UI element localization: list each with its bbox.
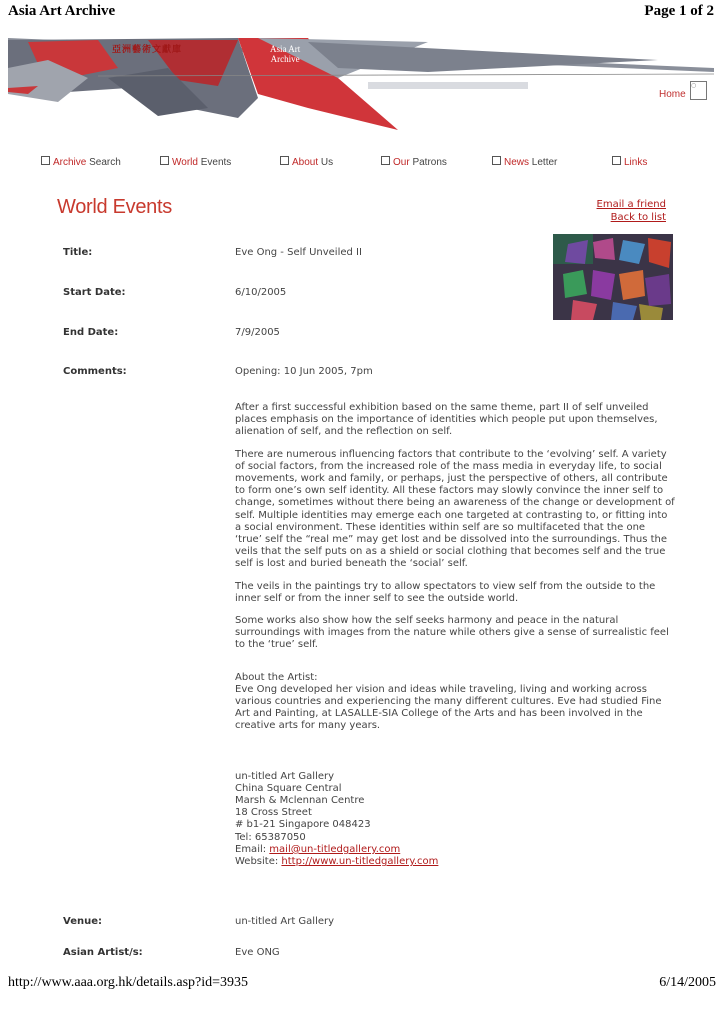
gallery-name: un-titled Art Gallery	[235, 770, 335, 782]
start-date-value: 6/10/2005	[235, 287, 287, 298]
gallery-address-line: 18 Cross Street	[235, 807, 312, 819]
checkbox-icon	[612, 156, 621, 165]
main-nav	[0, 156, 724, 172]
nav-label-red: Archive	[53, 157, 87, 168]
gallery-address-line: China Square Central	[235, 782, 342, 794]
venue-value: un-titled Art Gallery	[235, 916, 335, 927]
logo-english[interactable]	[270, 44, 300, 64]
gallery-email-label: Email:	[235, 843, 270, 855]
opening-text: Opening: 10 Jun 2005, 7pm	[235, 366, 373, 377]
nav-world-events[interactable]	[160, 156, 231, 168]
gallery-address-line: # b1-21 Singapore 048423	[235, 819, 371, 831]
home-icon[interactable]: ○	[690, 81, 707, 100]
checkbox-icon	[381, 156, 390, 165]
print-footer-date: 6/14/2005	[659, 975, 716, 990]
nav-our-patrons[interactable]	[381, 156, 447, 168]
nav-label-red: News	[504, 157, 530, 168]
nav-label-red: About	[292, 157, 319, 168]
description-paragraph: Some works also show how the self seeks harmony and peace in the natural surroundings with images from the nature while others give a sense of surrealistic feel to the ‘true’ self.	[235, 615, 669, 651]
title-label: Title:	[63, 247, 93, 258]
page-actions	[597, 198, 666, 224]
event-description	[235, 402, 675, 868]
nav-label-red: World	[172, 157, 198, 168]
back-to-list-link[interactable]: Back to list	[610, 212, 666, 223]
nav-label: Events	[197, 157, 232, 168]
event-thumbnail-image	[553, 234, 673, 320]
home-link[interactable]: Home	[659, 89, 686, 100]
about-artist-text: Eve Ong developed her vision and ideas while traveling, living and working across various countries and experiencing the many different cultures. Eve had studied Fine Art and Painting, at LASALLE-SIA College of the Arts and has been involved in the creative arts for many years.	[235, 683, 662, 732]
comments-label: Comments:	[63, 366, 127, 377]
nav-news-letter[interactable]	[492, 156, 557, 168]
gallery-website-link[interactable]: http://www.un-titledgallery.com	[281, 856, 439, 868]
logo-line-1: Asia Art	[270, 44, 301, 54]
nav-label: Patrons	[409, 157, 447, 168]
nav-label-red: Our	[393, 157, 410, 168]
nav-label: Search	[86, 157, 121, 168]
title-value: Eve Ong - Self Unveiled II	[235, 247, 362, 258]
checkbox-icon	[492, 156, 501, 165]
logo-line-2: Archive	[270, 54, 300, 64]
checkbox-icon	[41, 156, 50, 165]
print-footer-url: http://www.aaa.org.hk/details.asp?id=3935	[8, 975, 249, 990]
page-title: World Events	[57, 196, 172, 218]
email-friend-link[interactable]: Email a friend	[596, 199, 666, 210]
venue-label: Venue:	[63, 916, 102, 927]
checkbox-icon	[280, 156, 289, 165]
gallery-email-link[interactable]: mail@un-titledgallery.com	[269, 843, 401, 855]
nav-label-red: Links	[624, 157, 648, 168]
asian-artist-label: Asian Artist/s:	[63, 947, 143, 958]
gallery-address	[235, 771, 675, 869]
about-artist-heading: About the Artist:	[235, 671, 318, 683]
asian-artist-value: Eve ONG	[235, 947, 280, 958]
nav-about-us[interactable]	[280, 156, 333, 168]
logo-chinese: 亞洲藝術文獻庫	[112, 45, 183, 55]
print-header-title: Asia Art Archive	[8, 3, 116, 19]
nav-links[interactable]	[612, 156, 647, 168]
description-paragraph: The veils in the paintings try to allow spectators to view self from the outside to the inner self or from the inner self to see the outside world.	[235, 580, 656, 604]
gallery-tel: Tel: 65387050	[235, 831, 306, 843]
nav-label: Us	[318, 157, 334, 168]
start-date-label: Start Date:	[63, 287, 126, 298]
checkbox-icon	[160, 156, 169, 165]
nav-label: Letter	[529, 157, 558, 168]
end-date-label: End Date:	[63, 327, 119, 338]
end-date-value: 7/9/2005	[235, 327, 280, 338]
nav-archive-search[interactable]	[41, 156, 121, 168]
description-paragraph: After a first successful exhibition based on the same theme, part II of self unveiled places emphasis on the importance of identities which people put upon themselves, alienation of self, and the reflection on self.	[235, 402, 658, 438]
about-artist	[235, 672, 675, 733]
description-paragraph: There are numerous influencing factors that contribute to the ‘evolving’ self. A variety of social factors, from the increased role of the mass media in everyday life, to social movements, work and family, or perhaps, just the perspective of others, all contribute to form one’s own self identity. All these factors may slowly convince the inner self to change, sometimes without there being an awareness of the change or development of self. Multiple identities may emerge each one targeted at contrasting to, or fitting into a social environment. These identities within self are so multifaceted that the one ‘true’ self the “real me” may get lost and be dissolved into the surroundings. Thus the veils that the self puts on as a shield or social clothing that becomes self and the true self is lost and buried beneath the ‘social’ self.	[235, 448, 675, 570]
gallery-address-line: Marsh & Mclennan Centre	[235, 795, 365, 807]
gallery-website-label: Website:	[235, 856, 282, 868]
page-count: Page 1 of 2	[644, 3, 714, 19]
